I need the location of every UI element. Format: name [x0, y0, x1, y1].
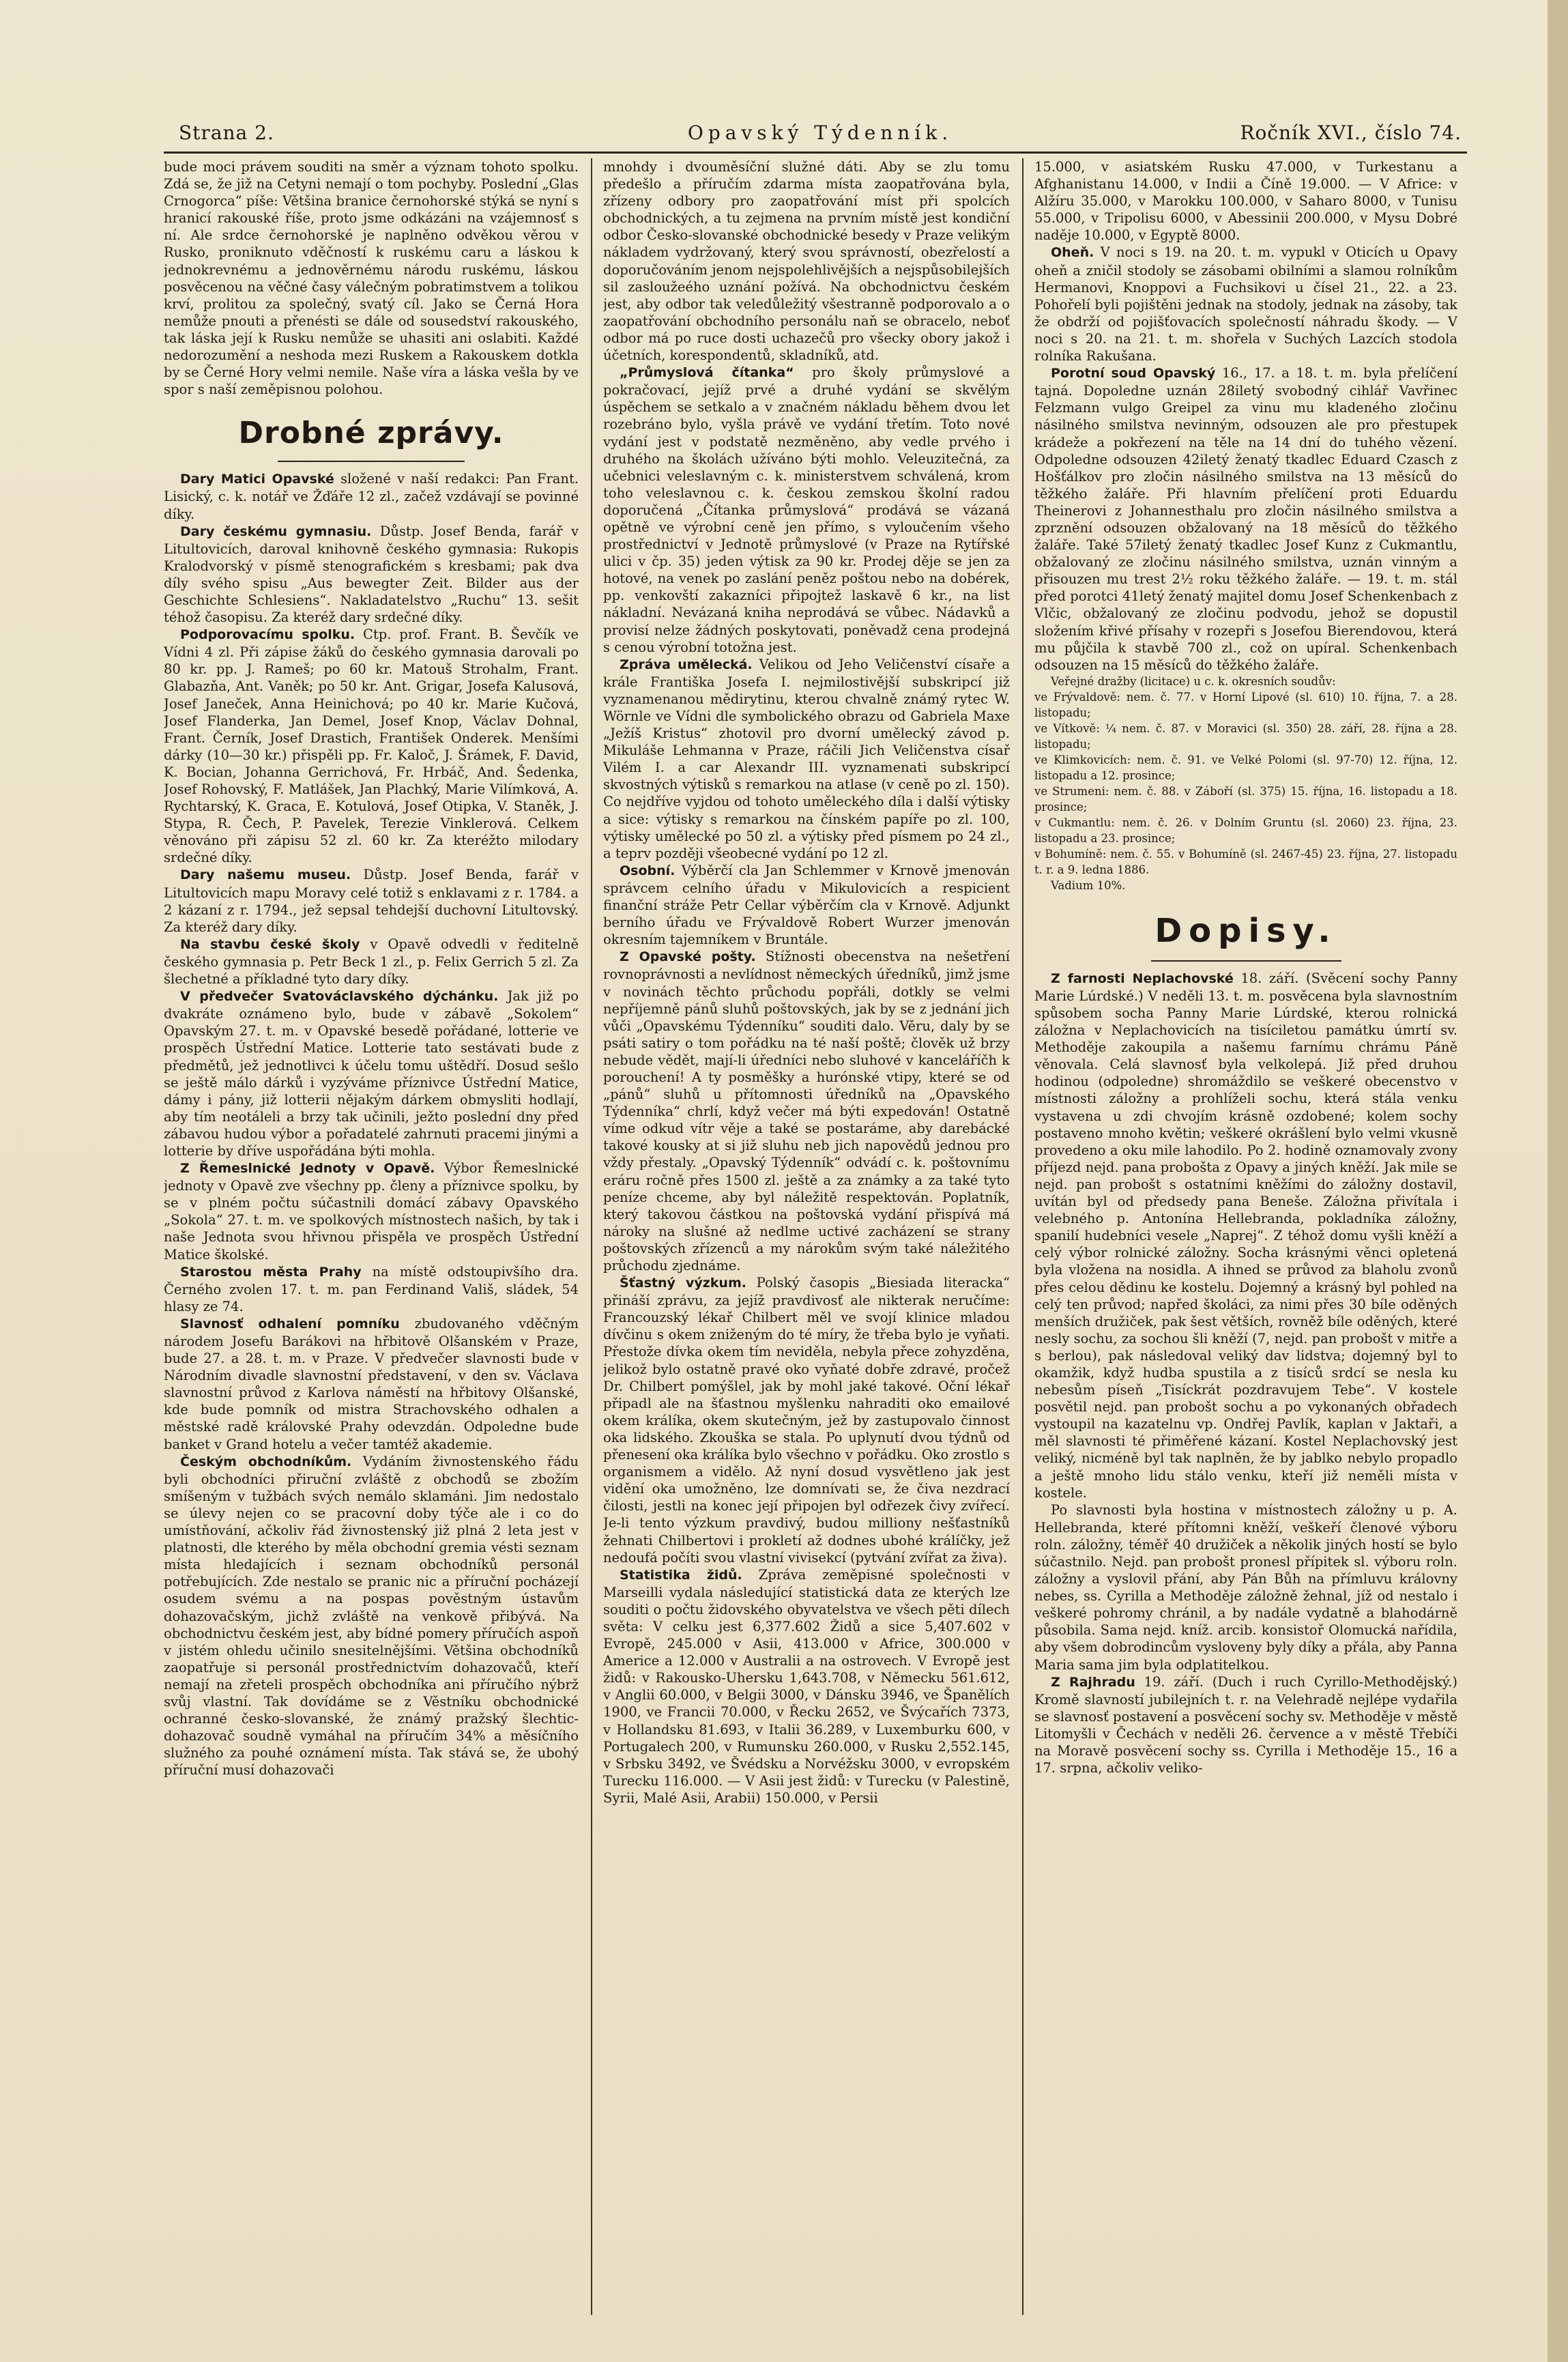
- auction-entry: ve Klimkovicích: nem. č. 91. ve Velké Polomi (sl. 97-70) 12. října, 12. listopadu a 12. prosince;: [1034, 753, 1457, 782]
- page-number: Strana 2.: [179, 121, 274, 144]
- article-continuation: mnohdy i dvouměsíční služné dáti. Aby se zlu tomu předešlo a příručím zdarma místa zaopatřována byla, zřízeny odbory pro zaopatřování míst při spolcích obchodnických, a tu zejmena na prvním místě jest kondiční odbor Česko-slovanské obchodnické besedy v Praze velikým nákladem vydržovaný, který svou správností, obezřelostí a doporučováním jenom nejspolehlivějších a nejspůsobilejších sil zasloužeého uznání požívá. Na obchodnictvu českém jest, aby odbor tak veledůležitý všestranně podporovalo a o zaopatřování obchodního personálu naň se obracelo, neboť odbor má po ruce dosti uchazečů pro všecky obory jakož i účetních, korespondentů, skladníků, atd.: [603, 159, 1010, 364]
- news-item-head: Porotní soud Opavský: [1051, 366, 1216, 381]
- news-item-head: Z Opavské pošty.: [620, 949, 756, 965]
- news-item: [164, 936, 579, 988]
- news-item-text: Důstp. Josef Benda, farář v Litultovicích, daroval knihovně českého gymnasia: Rukopis Kralodvorský v písmě stenografickém s kresbami; pak dva díly svého spisu „Aus bewegter Zeit. Bilder aus der Geschichte Schlesiens“. Nakladatelstvo „Ruchu“ 13. sešit téhož časopisu. Za kteréž dary srdečné díky.: [164, 523, 579, 626]
- news-item: [164, 523, 579, 626]
- news-item-text: Vydáním živnostenského řádu byli obchodníci přiruční zvláště z obchodů se zbožím smíšeným v tužbách svých nemálo sklamáni. Jim nedostalo se úlevy nejen co se pracovní doby týče ale i co do umístňování, ačkoliv řád živnostenský již plná 2 leta jest v platnosti, dle kterého by měla obchodní gremia vésti seznam místa hledajících i seznam obchodníků personál potřebujících. Zde nestalo se pranic nic a příruční pocházejí osudem svému a na pospas pověstným ústavům dohazovačským, jichž zvláště na venkově přibývá. Na obchodnictvu českém jest, aby bídné pomery příručích aspoň v jistém ohledu učinilo snesitelnějšími. Většina obchodníků zaopatřuje si personál prostřednictvím dohazovačů, kteří nemají na zřeteli prospěch obchodníka ani příručího nýbrž svůj vlastní. Tak dovídáme se z Věstníku obchodnické ochranné česko-slovanské, že známý pražský šlechtic-dohazovač soudně vymáhal na příručím 34% a měsíčního služného za pouhé oznámení místa. Tak stává se, že ubohý příruční musí dohazovači: [164, 1453, 579, 1778]
- news-item-text: 16., 17. a 18. t. m. byla přelíčení tajná. Dopoledne uznán 28iletý svobodný cihlář Vavřinec Felzmann vulgo Greipel za vinu mu kladeného zločinu násilného smilstva nevinným, odsouzen ale pro přestupek krádeže a pokřezení na těle na 14 dní do tuhého vězení. Odpoledne odsouzen 42iletý ženatý tkadlec Eduard Czasch z Hošťálkov pro zločin násilného smilstva na 13 měsíců do těžkého žaláře. Při hlavním přelíčení proti Eduardu Theinerovi z Johannesthalu pro zločin násilného smilstva a zprznění odsouzen obžalovaný na 18 měsíců do těžkého žaláře. Také 57iletý ženatý tkadlec Josef Kunz z Cukmantlu, obžalovaný ze zločinu násilného smilstva, uznán vinným a přisouzen mu trest 2½ roku těžkého žaláře. — 19. t. m. stál před porotci 41letý ženatý majitel domu Josef Schenkenbach z Vlčic, obžalovaný ze zločinu podvodu, jehož se dopustil složením křivé přísahy v rozepři s Josefou Bierendovou, která mu půjčila k stavbě 700 zl., což on upíral. Schenkenbach odsouzen na 15 měsíců do těžkého žaláře.: [1034, 365, 1457, 673]
- news-item: [603, 1566, 1010, 1806]
- auction-vadium: Vadium 10%.: [1051, 878, 1126, 892]
- column-1: [164, 158, 579, 2315]
- news-item: [164, 1453, 579, 1779]
- news-item-head: Na stavbu české školy: [180, 936, 360, 952]
- news-item-text: Zpráva zeměpisné společnosti v Marseilli vydala následující statistická data ze kterých lze souditi o počtu židovského obyvatelstva ve všech pěti dílech světa: V celku jest 6,377.602 Židů a sice 5,407.602 v Evropě, 245.000 v Asii, 413.000 v Africe, 300.000 v Americe a 12.000 v Australii a na ostrovech. V Evropě jest židů: v Rakousko-Uhersku 1,643.708, v Německu 561.612, v Anglii 60.000, v Belgii 3000, v Dánsku 3946, ve Španělích 1900, ve Francii 70.000, v Řecku 2652, ve Švýcařích 7373, v Hollandsku 81.693, v Italii 36.289, v Luxemburku 600, v Portugalech 200, v Rumunsku 260.000, v Rusku 2,552.145, v Srbsku 3492, ve Švédsku a Norvéžsku 3000, v evropském Turecku 116.000. — V Asii jest židů: v Turecku (v Palestině, Syrii, Malé Asii, Arabii) 150.000, v Persii: [603, 1566, 1010, 1806]
- news-item-head: Podporovacímu spolku.: [180, 627, 355, 643]
- issue-number: Ročník XVI., číslo 74.: [1240, 121, 1462, 144]
- column-divider: [591, 158, 592, 2315]
- letter-item: [1034, 1673, 1457, 1777]
- news-item: [603, 1274, 1010, 1566]
- news-item-text: zbudovaného vděčným národem Josefu Barákovi na hřbitově Olšanském v Praze, bude 27. a 28. t. m. v Praze. V předvečer slavnosti bude v Národním divadle slavnostní představení, v den sv. Václava slavnostní průvod z Karlova náměstí na hřbitovy Olšanské, kde bude pomník od mistra Strachovského odhalen a městské radě královské Prahy odevzdán. Odpoledne bude banket v Grand hotelu a večer tamtéž akademie.: [164, 1315, 579, 1452]
- letter-item: [1034, 1501, 1457, 1673]
- article-continuation: 15.000, v asiatském Rusku 47.000, v Turkestanu a Afghanistanu 14.000, v Indii a Číně 19.000. — V Africe: v Alžíru 35.000, v Marokku 100.000, v Saharo 8000, v Tunisu 55.000, v Tripolisu 6000, v Abessinii 200.000, v Mysu Dobré naděje 10.000, v Egyptě 8000.: [1034, 159, 1457, 244]
- news-item-text: Velikou od Jeho Veličenství císaře a krále Františka Josefa I. nejmilostivější subskripcí již vyznamenanou mědirytinu, kterou chvalně známý rytec W. Wörnle ve Vídni dle symbolického obrazu od Gabriela Maxe „Ježíš Kristus“ zhotovil pro dvorní umělecký závod p. Mikuláše Lehmanna v Praze, ráčili Jich Veličenstva císař Vilém I. a car Alexandr III. vyznamenati subskripcí skvostných výtisků s remarkou na atlase (v ceně po zl. 150). Co nejdříve vyjdou od tohoto uměleckého díla i další výtisky a sice: výtisky s remarkou na čínském papíře po zl. 100, výtisky umělecké po 50 zl. a výtisky před písmem po 24 zl., a teprv později všeobecné vydání po 12 zl.: [603, 656, 1010, 861]
- news-item: [164, 1263, 579, 1315]
- auction-entry: v Cukmantlu: nem. č. 26. v Dolním Gruntu (sl. 2060) 23. října, 23. listopadu a 23. prosince;: [1034, 816, 1457, 845]
- news-item-head: Českým obchodníkům.: [180, 1454, 352, 1469]
- news-item: [1034, 244, 1457, 364]
- column-divider: [1022, 158, 1023, 2315]
- news-item-head: Zpráva umělecká.: [620, 657, 753, 672]
- news-item-head: Dary Matici Opavské: [180, 472, 334, 487]
- auction-entry: v Bohumíně: nem. č. 55. v Bohumíně (sl. 2467-45) 23. října, 27. listopadu t. r. a 9. ledna 1886.: [1034, 847, 1457, 876]
- news-item: [164, 988, 579, 1160]
- news-item-text: pro školy průmyslové a pokračovací, jejíž prvé a druhé vydání se skvělým úspěchem se setkalo a v značném nákladu během dvou let rozebráno bylo, vyšla právě ve vydání třetím. Toto nové vydání jest v podstatě nezměněno, aby vedle prvého i druhého na školách užíváno býti mohlo. Veleuzitečná, za učebnici veleslavným c. k. ministerstvem schválená, krom toho veleslavnou c. k. českou zemskou školní radou doporučená „Čítanka průmyslová“ prodává se vázaná opětně ve výrobní ceně jen přímo, s vyloučením všeho prostřednictví v Jednotě průmyslové (v Praze na Rytířské ulici v čp. 35) jeden výtisk za 90 kr. Prodej děje se jen za hotové, na venek po zaslání peněz poštou nebo na dobérek, pp. venkovští zakazníci připojtež laskavě 6 kr., na list nákladní. Nevázaná kniha neprodává se vůbec. Nádavků a provisí nelze žádných poskytovati, poněvadž cena prodejná s cenou výrobní totožna jest.: [603, 364, 1010, 655]
- section-title-dopisy: Dopisy.: [1155, 911, 1337, 950]
- news-item-text: Výběrčí cla Jan Schlemmer v Krnově jmenován správcem celního úřadu v Mikulovicích a respicient finanční stráže Petr Cellar výběrčím cla v Krnově. Adjunkt berního úřadu ve Frývaldově Robert Wurzer jmenován okresním tajemníkem v Bruntále.: [603, 862, 1010, 948]
- news-item-text: v Opavě odvedli v ředitelně českého gymnasia p. Petr Beck 1 zl., p. Felix Gerrich 5 zl. Za šlechetné a příkladné tyto dary díky.: [164, 936, 579, 988]
- news-item-text: Stížnosti obecenstva na nešetření rovnoprávnosti a nevlídnost německých úředníků, jimž jsme v novinách těchto průchodu popřáli, dotkly se velmi nepříjemně pánů sluhů poštovských, jak by se z jednání jich vůči „Opavskému Týdenníku“ souditi dalo. Věru, daly by se psáti satiry o tom pořádku na té naší poště; člověk už brzy nebude vědět, mají-li úředníci nebo sluhové v kanceláříčh k porouchení! A ty posměšky a hurónské vtipy, které se od „pánů“ sluhů u přítomnosti úředníků na „Opavského Týdenníka“ chrlí, když večer má býti expedován! Ostatně víme odkud vítr věje a také se postaráme, aby darebácké takové kousky at si již sluhu neb jich napovědů jednou pro vždy přestaly. „Opavský Týdenník“ odvádí c. k. poštovnímu eráru ročně přes 1500 zl. ještě a za známky a za také tyto peníze chceme, aby byl náležitě respektován. Poplatník, který takovou částkou na poštovská vydání přispívá má nároky na slušné až nedlme uctivé zacházení se strany poštovských zřízenců a my nárokům svým také náležitého průchodu zjednáme.: [603, 949, 1010, 1273]
- news-item: [164, 1315, 579, 1453]
- news-item-head: Oheň.: [1051, 245, 1094, 261]
- news-item-text: na místě odstoupivšího dra. Černého zvolen 17. t. m. pan Ferdinand Vališ, sládek, 54 hlasy ze 74.: [164, 1263, 579, 1314]
- column-3: [1034, 158, 1457, 2315]
- news-item: [603, 364, 1010, 656]
- news-item-text: Jak již po dvakráte oznámeno bylo, bude v zábavě „Sokolem“ Opavským 27. t. m. v Opavské besedě pořádané, lotterie ve prospěch Ústřední Matice. Lotterie tato sestávati bude z předmětů, jež jednotlivci k účelu tomu uštědří. Dosud sešlo se ještě málo dárků i vyzýváme příznivce Ústřední Matice, dámy i pány, již lotterii nějakým dárkem obmysliti hodlají, aby tím neotáleli a brzy tak učinili, ježto poslední dny před zábavou hudou výbor a pořadatelé zahrnuti pracemi jinými a lotterie by dříve uspořádána býti mohla.: [164, 988, 579, 1159]
- binding-edge: [1548, 0, 1568, 2362]
- article-continuation: bude moci právem souditi na směr a význam tohoto spolku. Zdá se, že již na Cetyni nemají o tom pochyby. Poslední „Glas Crnogorca“ píše: Většina branice černohorské stýká se nyní s hranicí rakouské říše, proto jsme odkázáni na vzájemnosť s ní. Ale srdce černohorské je naplněno odvěkou věrou v Rusko, proniknuto vděčností k ruskému caru a láskou k jednokrevnému a jednověrnému národu ruskému, láskou posvěcenou na věčné časy válečným pobratimstvem a tolikou krví, prolitou za společný, svatý cíl. Jako se Černá Hora nemůže pnouti a přenésti se dále od sousedství rakouského, tak láska její k Rusku nemůže se uhasiti ani oslabiti. Každé nedorozumění a neshoda mezi Ruskem a Rakouskem dotkla by se Černé Hory velmi nemile. Naše víra a láska vešla by ve spor s naší zeměpisnou polohou.: [164, 159, 579, 398]
- letter-item: [1034, 970, 1457, 1501]
- auction-entry: ve Vítkově: ¼ nem. č. 87. v Moravici (sl. 350) 28. září, 28. října a 28. listopadu;: [1034, 721, 1457, 751]
- news-item-head: Dary našemu museu.: [180, 867, 351, 883]
- letter-text: 18. září. (Svěcení sochy Panny Marie Lúrdské.) V neděli 13. t. m. posvěcena byla slavnostním spůsobem socha Panny Marie Lúrdské, kterou rolnická záložna v Neplachovicích na tisíciletou památku úmrtí sv. Methoděje zakoupila a našemu farnímu chrámu Páně věnovala. Celá slavnosť byla velkolepá. Již před druhou hodinou (odpoledne) shromáždilo se veškeré obecenstvo v místnosti záložny a prohlíželi sochu, která stála venku vystavena u zdi chvojím krásně ozdobené; kolem sochy postaveno mnoho květin; veškeré okrášlení bylo velmi vkusně provedeno a oku mile lahodilo. Po 2. hodině oznamovaly zvony příjezd nejd. pana probošta z Opavy a jiných kněží. Jak mile se nejd. pan probošt s ostatními kněžími do záložny dostavil, uvítán byl od předsedy pana Beneše. Záložna přivítala i velebného p. Antonína Hellebranda, pokladníka záložny, spanilí hudebníci vesele „Naprej“. Z téhož domu vyšli kněží a celý výbor rolnické záložny. Socha krásnými věnci opletená byla vložena na nosidla. A ihned se průvod za blaholu zvonů přes celou dědinu ke kostelu. Dojemný a krásný byl pohled na celý ten průvod; napřed školáci, za nimi přes 30 bíle oděných menších družiček, pak šest větších, rovněž bíle oděných, které nesly sochu, za sochou šli kněží (7, nejd. pan probošt v mitře a s berlou), pak následoval veliký dav lidstva; dojemný byl to okamžik, když hudba spustila a z tisíců srdcí se nesla ku nebesům píseň „Tisíckrát pozdravujem Tebe“. V kostele posvětil nejd. pan probošt sochu a po vykonaných obřadech vystoupil na kazatelnu vp. Ondřej Pavlík, kaplan v Jaktaři, a měl slavnosti té přiměřené kázaní. Kostel Neplachovský jest veliký, nicméně byl tak naplněn, že by jablko nebylo propadlo a ještě mnoho lidu stálo venku, kteří již neměli místa v kostele.: [1034, 970, 1457, 1501]
- news-item-text: Ctp. prof. Frant. B. Ševčík ve Vídni 4 zl. Při zápise žáků do českého gymnasia darovali po 80 kr. pp. J. Rameš; po 60 kr. Matouš Strohalm, Frant. Glabazňa, Ant. Vaněk; po 50 kr. Ant. Grigar, Josefa Kalusová, Josef Janeček, Anna Heinichová; po 40 kr. Marie Kučová, Josef Flanderka, Jan Demel, Josef Knop, Václav Dohnal, Frant. Černík, Josef Drastich, František Onderek. Menšími dárky (10—30 kr.) přispěli pp. Fr. Kaloč, J. Šrámek, F. David, K. Bocian, Johanna Gerrichová, Fr. Hrbáč, And. Šedenka, Josef Rohovský, F. Matlášek, Jan Plachký, Marie Vilímková, A. Rychtarský, K. Graca, E. Kotulová, Josef Otipka, V. Staněk, J. Stypa, R. Čech, P. Pavelek, Terezie Vinklerová. Celkem věnováno při zápisu 52 zl. 60 kr. Za kteréžto milodary srdečné díky.: [164, 626, 579, 866]
- auction-heading: Veřejné dražby (licitace) u c. k. okresních soudův:: [1051, 674, 1336, 688]
- section-rule: [1151, 960, 1341, 962]
- newspaper-title: Opavský Týdenník.: [687, 121, 953, 144]
- news-item-text: V noci s 19. na 20. t. m. vypukl v Oticích u Opavy oheň a zničil stodoly se zásobami obilními a slamou rolníkům Hermanovi, Knoppovi a Fuchsikovi u čísel 21., 22. a 23. Pohořelí byli pojištěni jednak na stodoly, jednak na zásoby, tak že obdrží od pojišťovacích společností náhradu škody. — V noci s 20. na 21. t. m. shořela v Suchých Lazcích stodola rolníka Rakušana.: [1034, 244, 1457, 364]
- news-item-head: Šťastný výzkum.: [620, 1276, 746, 1291]
- news-item: [603, 948, 1010, 1274]
- news-item-text: Polský časopis „Biesiada literacka“ přináší zprávu, za jejíž pravdivosť ale nikterak neručíme: Francouzský lékař Chilbert měl ve svojí klinice mladou dívčinu s okem zniženým do té míry, že třeba bylo je vyňati. Přestože dívka okem tím neviděla, nebyla přece zohyzděna, jelikož bylo ostatně pravé oko vyňaté dobře zdravé, pročež Dr. Chilbert pomýšlel, jak by mohl jaké takové. Oční lékař připadl ale na šťastnou myšlenku nahraditi oko emailové okem králíka, okem skutečným, jež by zastupovalo činnost oka lidského. Zkouška se stala. Po uplynutí dvou týdnů od přenesení oka králíka bylo všechno v pořádku. Oko zrostlo s organismem a vidělo. Až nyní dosud vysvětleno jak jest vidění oka umožněno, lze domnívati se, že čiva nezdrací čilosti, jestli na konec její připojen byl odřezek čivy zvířecí. Je-li tento výzkum pravdivý, budou milliony nešťastníků žehnati Chilbertovi i prokletí až dodnes ubohé králíčky, jež nedoufá počíti svou vlastní vivisekcí (pytvání zvířat za živa).: [603, 1275, 1010, 1566]
- news-item-head: Osobní.: [620, 863, 676, 878]
- news-item-head: Dary českému gymnasiu.: [180, 523, 372, 539]
- section-rule: [278, 461, 465, 462]
- letter-head: Z Rajhradu: [1051, 1674, 1135, 1690]
- column-2: [603, 158, 1010, 2315]
- news-item-head: „Průmyslová čítanka“: [620, 365, 794, 381]
- news-item: [164, 626, 579, 866]
- letter-head: Z farnosti Neplachovské: [1051, 970, 1234, 986]
- header-rule: [164, 152, 1467, 154]
- news-item-head: Slavnosť odhalení pomníku: [180, 1316, 400, 1331]
- news-item-head: Z Řemeslnické Jednoty v Opavě.: [180, 1161, 435, 1177]
- news-item-text: Výbor Řemeslnické jednoty v Opavě zve všechny pp. členy a příznivce spolku, by se v plném počtu súčastnili domácí zábavy Opavského „Sokola“ 27. t. m. ve spolkových místnostech našich, by tak i naše Jednota svou hřivnou přispěla ve prospěch Ústřední Matice školské.: [164, 1160, 579, 1263]
- news-item: [603, 862, 1010, 948]
- news-item: [603, 656, 1010, 862]
- auction-entry: ve Strumeni: nem. č. 88. v Záboří (sl. 375) 15. října, 16. listopadu a 18. prosince;: [1034, 784, 1457, 813]
- news-item-head: V předvečer Svatováclavského dýchánku.: [180, 989, 499, 1005]
- letter-text: Po slavnosti byla hostina v místnostech záložny u p. A. Hellebranda, které přítomni kněží, veškeří členové výboru roln. záložny, téměř 40 družiček a několik jiných hostí se bylo súčastnilo. Nejd. pan probošt pronesl přípitek sl. výboru roln. záložny a vyslovil přání, aby Pán Bůh na přímluvu královny nebes, ss. Cyrilla a Methoděje záložně žehnal, jíž od nestalo i veškeré pohromy chránil, a by nadále vydatně a blahodárně působila. Sama nejd. kníž. arcib. konsistoř Olomucká nařídila, aby všem dobrodincům vysloveny byly díky a přála, aby Panna Maria sama jim byla odplatitelkou.: [1034, 1501, 1457, 1673]
- news-item: [164, 470, 579, 522]
- auction-entry: ve Frývaldově: nem. č. 77. v Horní Lipové (sl. 610) 10. října, 7. a 28. listopadu;: [1034, 690, 1457, 719]
- news-item-text: složené v naší redakci: Pan Frant. Lisický, c. k. notář ve Žďáře 12 zl., začež vzdávají se povinné díky.: [164, 471, 579, 522]
- news-item: [164, 1160, 579, 1263]
- news-item: [164, 866, 579, 935]
- section-title-drobne-zpravy: Drobné zprávy.: [238, 416, 504, 451]
- news-item: [1034, 364, 1457, 674]
- news-item-text: Důstp. Josef Benda, farář v Litultovicích mapu Moravy celé totiž s enklavami z r. 1784. a 2 kázaní z r. 1794., jež sepsal tehdejší duchovní Litultovský. Za kteréž dary díky.: [164, 867, 579, 935]
- letter-text: 19. září. (Duch i ruch Cyrillo-Methodějský.) Kromě slavností jubilejních t. r. na Velehradě nejlépe vydařila se slavnosť postavení a posvěcení sochy sv. Methoděje v městě Litomyšli v Čechách v neděli 26. července a v městě Třebíči na Moravě posvěcení sochy ss. Cyrilla i Methoděje 15., 16 a 17. srpna, ačkoliv veliko-: [1034, 1673, 1457, 1776]
- news-item-head: Starostou města Prahy: [180, 1264, 362, 1280]
- page-header: [179, 121, 1462, 149]
- auction-notices: [1034, 674, 1457, 893]
- news-item-head: Statistika židů.: [620, 1567, 742, 1583]
